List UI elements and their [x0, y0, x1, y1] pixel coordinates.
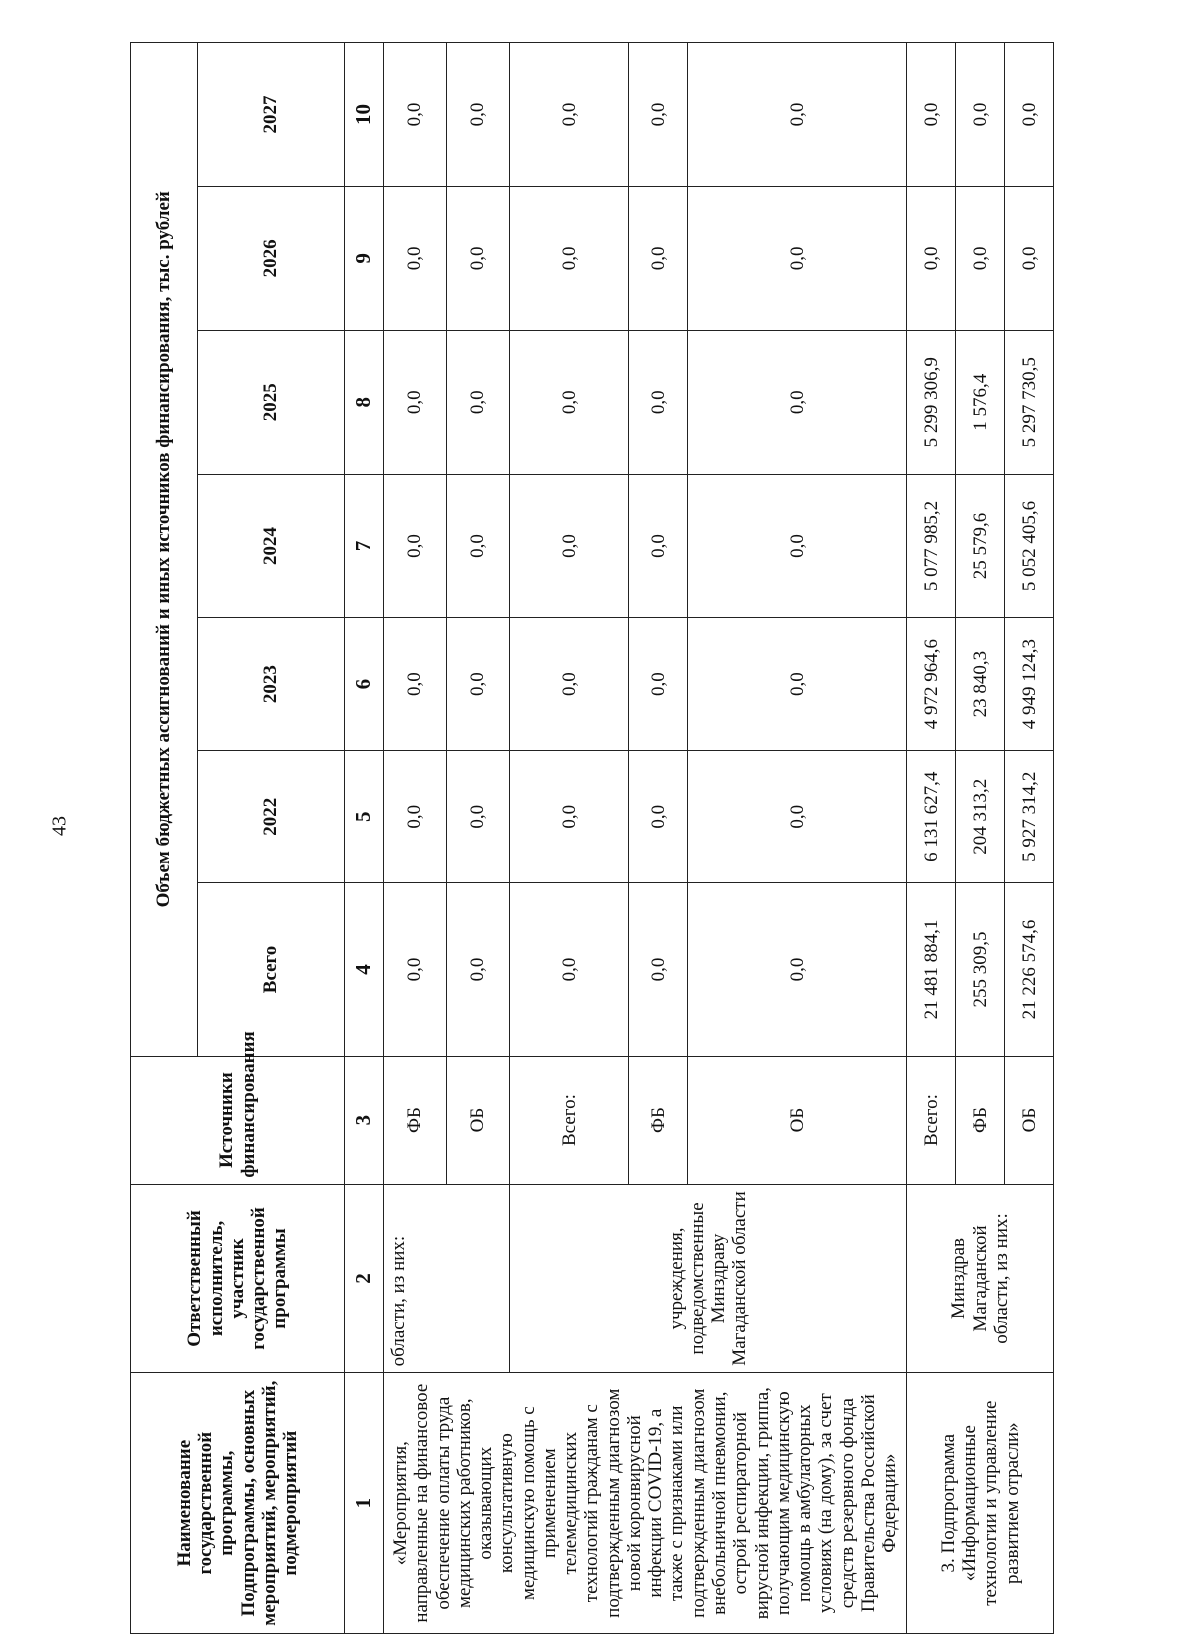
value-cell: 0,0 — [510, 330, 629, 474]
value-cell: 5 297 730,5 — [1005, 330, 1054, 474]
value-cell: 5 052 405,6 — [1005, 474, 1054, 618]
value-cell: 0,0 — [688, 186, 907, 330]
value-cell: 0,0 — [629, 330, 688, 474]
index-cell: 7 — [345, 474, 384, 618]
value-cell: 0,0 — [447, 474, 510, 618]
value-cell: 5 927 314,2 — [1005, 750, 1054, 883]
subprogram-executor: Минздрав Магаданской области, из них: — [907, 1184, 1054, 1373]
value-cell: 0,0 — [688, 474, 907, 618]
index-cell: 1 — [345, 1373, 384, 1634]
value-cell: 0,0 — [384, 883, 447, 1056]
source-cell: ОБ — [447, 1056, 510, 1184]
source-cell: ФБ — [956, 1056, 1005, 1184]
value-cell: 0,0 — [384, 186, 447, 330]
index-cell: 10 — [345, 43, 384, 187]
rotated-table-wrapper — [130, 42, 1054, 1634]
value-cell: 0,0 — [629, 750, 688, 883]
value-cell: 0,0 — [447, 618, 510, 751]
value-cell: 0,0 — [447, 43, 510, 187]
value-cell: 0,0 — [629, 883, 688, 1056]
value-cell: 0,0 — [384, 43, 447, 187]
index-cell: 4 — [345, 883, 384, 1056]
header-year-2027: 2027 — [198, 43, 345, 187]
index-cell: 6 — [345, 618, 384, 751]
activity-executor: области, из них: — [384, 1184, 510, 1373]
value-cell: 1 576,4 — [956, 330, 1005, 474]
header-year-2023: 2023 — [198, 618, 345, 751]
page-number: 43 — [48, 816, 71, 836]
header-year-2025: 2025 — [198, 330, 345, 474]
index-cell: 5 — [345, 750, 384, 883]
value-cell: 0,0 — [384, 618, 447, 751]
header-col-name: Наименование государственной программы, Подпрограммы, основных мероприятий, мероприятий, подмероприятий — [131, 1373, 345, 1634]
value-cell: 0,0 — [447, 750, 510, 883]
value-cell: 0,0 — [907, 43, 956, 187]
value-cell: 0,0 — [447, 330, 510, 474]
header-year-total: Всего — [198, 883, 345, 1056]
value-cell: 0,0 — [510, 618, 629, 751]
value-cell: 0,0 — [447, 186, 510, 330]
header-col-source: Источники финансирования — [131, 1056, 345, 1184]
source-cell: ФБ — [629, 1056, 688, 1184]
value-cell: 0,0 — [384, 750, 447, 883]
value-cell: 0,0 — [447, 883, 510, 1056]
source-cell: Всего: — [510, 1056, 629, 1184]
table-row — [384, 43, 447, 1634]
header-col-volume: Объем бюджетных ассигнований и иных источников финансирования, тыс. рублей — [131, 43, 198, 1057]
value-cell: 0,0 — [384, 474, 447, 618]
source-cell: ФБ — [384, 1056, 447, 1184]
value-cell: 25 579,6 — [956, 474, 1005, 618]
value-cell: 0,0 — [510, 186, 629, 330]
activity-name: «Мероприятия, направленные на финансовое обеспечение оплаты труда медицинских работников, оказывающих консультативную медицинскую помощь с применением телемедицинских технологий гражданам с подтвержденным диагнозом новой коронвирусной инфекции COVID-19, а также с признаками или подтвержденным диагнозом внебольничной пневмонии, острой респираторной вирусной инфекции, гриппа, получающим медицинскую помощь в амбулаторных условиях (на дому), за счет средств резервного фонда Правительства Российской Федерации» — [384, 1373, 907, 1634]
value-cell: 0,0 — [629, 474, 688, 618]
header-col-executor: Ответственный исполнитель, участник государственной программы — [131, 1184, 345, 1373]
value-cell: 5 299 306,9 — [907, 330, 956, 474]
activity-executor: учреждения, подведомственные Минздраву Магаданской области — [510, 1184, 907, 1373]
header-year-2024: 2024 — [198, 474, 345, 618]
value-cell: 21 226 574,6 — [1005, 883, 1054, 1056]
index-cell: 9 — [345, 186, 384, 330]
value-cell: 0,0 — [907, 186, 956, 330]
value-cell: 0,0 — [1005, 43, 1054, 187]
value-cell: 0,0 — [384, 330, 447, 474]
value-cell: 0,0 — [629, 43, 688, 187]
source-cell: ОБ — [688, 1056, 907, 1184]
value-cell: 21 481 884,1 — [907, 883, 956, 1056]
value-cell: 0,0 — [688, 883, 907, 1056]
value-cell: 0,0 — [1005, 186, 1054, 330]
source-cell: Всего: — [907, 1056, 956, 1184]
header-index-row — [345, 43, 384, 1634]
value-cell: 0,0 — [688, 43, 907, 187]
index-cell: 2 — [345, 1184, 384, 1373]
source-cell: ОБ — [1005, 1056, 1054, 1184]
value-cell: 0,0 — [510, 474, 629, 618]
value-cell: 255 309,5 — [956, 883, 1005, 1056]
value-cell: 204 313,2 — [956, 750, 1005, 883]
value-cell: 0,0 — [956, 43, 1005, 187]
value-cell: 0,0 — [688, 330, 907, 474]
table-row — [907, 43, 956, 1634]
value-cell: 0,0 — [629, 618, 688, 751]
value-cell: 0,0 — [688, 750, 907, 883]
value-cell: 4 949 124,3 — [1005, 618, 1054, 751]
value-cell: 4 972 964,6 — [907, 618, 956, 751]
value-cell: 0,0 — [956, 186, 1005, 330]
funding-table — [130, 42, 1054, 1634]
header-year-2026: 2026 — [198, 186, 345, 330]
value-cell: 0,0 — [510, 750, 629, 883]
header-row-top — [131, 43, 198, 1634]
value-cell: 0,0 — [688, 618, 907, 751]
index-cell: 3 — [345, 1056, 384, 1184]
value-cell: 23 840,3 — [956, 618, 1005, 751]
value-cell: 5 077 985,2 — [907, 474, 956, 618]
value-cell: 0,0 — [510, 883, 629, 1056]
subprogram-name: 3. Подпрограмма «Информационные технологии и управление развитием отрасли» — [907, 1373, 1054, 1634]
value-cell: 0,0 — [629, 186, 688, 330]
value-cell: 0,0 — [510, 43, 629, 187]
value-cell: 6 131 627,4 — [907, 750, 956, 883]
index-cell: 8 — [345, 330, 384, 474]
header-year-2022: 2022 — [198, 750, 345, 883]
